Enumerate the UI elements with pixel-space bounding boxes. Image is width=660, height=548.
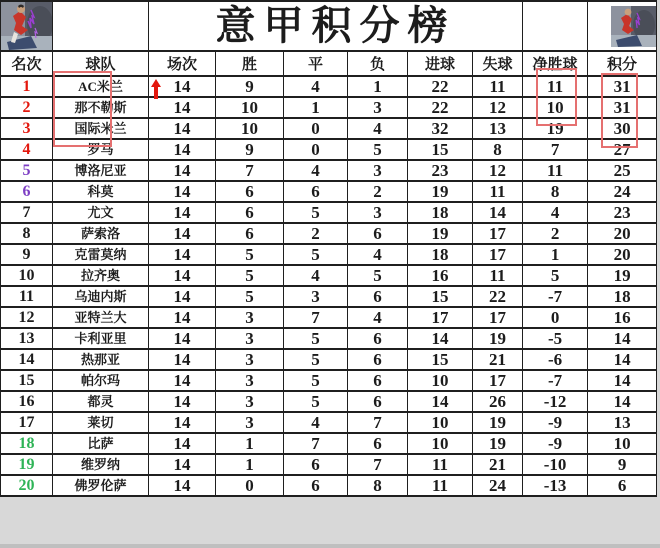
goals-against-cell: 17 [473,307,523,328]
draw-cell: 3 [284,286,348,307]
goal-diff-cell: -9 [523,433,588,454]
goals-for-cell: 18 [408,244,473,265]
win-cell: 6 [216,202,284,223]
team-cell: 热那亚 [53,349,149,370]
goal-diff-cell: 7 [523,139,588,160]
goal-diff-cell: 19 [523,118,588,139]
loss-cell: 7 [348,454,408,475]
points-cell: 25 [588,160,657,181]
points-cell: 31 [588,97,657,118]
played-cell: 14 [149,97,216,118]
table-row [1,202,657,223]
played-cell: 14 [149,370,216,391]
column-header: 名次 [1,51,53,76]
corner-artwork-left [1,1,53,51]
goals-against-cell: 12 [473,97,523,118]
rank-cell: 4 [1,139,53,160]
rank-cell: 18 [1,433,53,454]
table-row [1,265,657,286]
goals-for-cell: 32 [408,118,473,139]
column-header: 积分 [588,51,657,76]
goals-against-cell: 19 [473,433,523,454]
played-cell: 14 [149,433,216,454]
played-cell: 14 [149,349,216,370]
column-header-row [1,51,657,76]
team-cell: AC米兰 [53,76,149,97]
played-cell: 14 [149,139,216,160]
column-header: 失球 [473,51,523,76]
points-cell: 6 [588,475,657,496]
rank-cell: 17 [1,412,53,433]
win-cell: 6 [216,223,284,244]
draw-cell: 1 [284,97,348,118]
goal-diff-cell: -7 [523,286,588,307]
points-cell: 27 [588,139,657,160]
column-header: 球队 [53,51,149,76]
column-header: 平 [284,51,348,76]
loss-cell: 6 [348,328,408,349]
played-cell: 14 [149,76,216,97]
team-cell: 尤文 [53,202,149,223]
rank-cell: 10 [1,265,53,286]
goals-for-cell: 16 [408,265,473,286]
table-row [1,223,657,244]
rank-cell: 11 [1,286,53,307]
goal-diff-cell: 11 [523,76,588,97]
draw-cell: 4 [284,160,348,181]
team-cell: 那不勒斯 [53,97,149,118]
goals-for-cell: 15 [408,349,473,370]
table-row [1,97,657,118]
goals-against-cell: 11 [473,265,523,286]
loss-cell: 3 [348,202,408,223]
played-cell: 14 [149,454,216,475]
table-row [1,244,657,265]
goals-for-cell: 10 [408,412,473,433]
goal-diff-cell: 2 [523,223,588,244]
goals-for-cell: 22 [408,76,473,97]
played-cell: 14 [149,244,216,265]
goals-for-cell: 22 [408,97,473,118]
column-header: 胜 [216,51,284,76]
table-row [1,139,657,160]
loss-cell: 6 [348,223,408,244]
goals-for-cell: 10 [408,370,473,391]
goals-against-cell: 12 [473,160,523,181]
goal-diff-cell: 0 [523,307,588,328]
points-cell: 19 [588,265,657,286]
draw-cell: 4 [284,412,348,433]
win-cell: 5 [216,286,284,307]
draw-cell: 5 [284,391,348,412]
points-cell: 14 [588,391,657,412]
goals-against-cell: 14 [473,202,523,223]
loss-cell: 6 [348,391,408,412]
win-cell: 1 [216,454,284,475]
table-row [1,160,657,181]
draw-cell: 4 [284,76,348,97]
played-cell: 14 [149,391,216,412]
goal-diff-cell: -6 [523,349,588,370]
played-cell: 14 [149,475,216,496]
points-cell: 18 [588,286,657,307]
table-row [1,76,657,97]
team-cell: 亚特兰大 [53,307,149,328]
team-cell: 国际米兰 [53,118,149,139]
loss-cell: 6 [348,286,408,307]
points-cell: 14 [588,349,657,370]
goals-for-cell: 19 [408,223,473,244]
goals-for-cell: 15 [408,286,473,307]
goal-diff-cell: -5 [523,328,588,349]
win-cell: 5 [216,244,284,265]
loss-cell: 6 [348,349,408,370]
points-cell: 9 [588,454,657,475]
table-row [1,307,657,328]
draw-cell: 7 [284,433,348,454]
points-cell: 14 [588,328,657,349]
loss-cell: 2 [348,181,408,202]
table-row [1,349,657,370]
win-cell: 1 [216,433,284,454]
goal-diff-cell: -10 [523,454,588,475]
rank-cell: 19 [1,454,53,475]
table-row [1,433,657,454]
win-cell: 3 [216,370,284,391]
points-cell: 20 [588,244,657,265]
loss-cell: 7 [348,412,408,433]
goal-diff-cell: 8 [523,181,588,202]
team-cell: 莱切 [53,412,149,433]
loss-cell: 5 [348,139,408,160]
goals-for-cell: 14 [408,391,473,412]
rank-cell: 13 [1,328,53,349]
goals-against-cell: 11 [473,76,523,97]
goal-diff-cell: 10 [523,97,588,118]
page-title: 意甲积分榜 [149,1,523,51]
team-cell: 都灵 [53,391,149,412]
rank-cell: 14 [1,349,53,370]
table-row [1,370,657,391]
table-row [1,118,657,139]
loss-cell: 3 [348,160,408,181]
loss-cell: 4 [348,118,408,139]
draw-cell: 5 [284,349,348,370]
title-row [1,1,657,51]
win-cell: 6 [216,181,284,202]
rank-cell: 8 [1,223,53,244]
played-cell: 14 [149,118,216,139]
win-cell: 0 [216,475,284,496]
title-spacer-right [523,1,588,51]
rank-cell: 16 [1,391,53,412]
points-cell: 24 [588,181,657,202]
rank-cell: 15 [1,370,53,391]
team-cell: 比萨 [53,433,149,454]
team-cell: 维罗纳 [53,454,149,475]
goals-for-cell: 19 [408,181,473,202]
table-row [1,328,657,349]
goals-against-cell: 11 [473,181,523,202]
rank-cell: 5 [1,160,53,181]
team-cell: 克雷莫纳 [53,244,149,265]
played-cell: 14 [149,202,216,223]
played-cell: 14 [149,160,216,181]
points-cell: 16 [588,307,657,328]
team-cell: 帕尔玛 [53,370,149,391]
draw-cell: 5 [284,370,348,391]
goals-against-cell: 24 [473,475,523,496]
table-row [1,286,657,307]
table-tennis-artwork-left [1,2,53,50]
points-cell: 23 [588,202,657,223]
goals-for-cell: 11 [408,454,473,475]
team-cell: 博洛尼亚 [53,160,149,181]
goals-against-cell: 22 [473,286,523,307]
column-header: 负 [348,51,408,76]
win-cell: 9 [216,76,284,97]
goal-diff-cell: -13 [523,475,588,496]
goal-diff-cell: -12 [523,391,588,412]
loss-cell: 6 [348,433,408,454]
rank-cell: 7 [1,202,53,223]
draw-cell: 6 [284,475,348,496]
table-row [1,181,657,202]
draw-cell: 0 [284,118,348,139]
table-tennis-artwork-right [611,6,656,47]
goals-for-cell: 18 [408,202,473,223]
played-cell: 14 [149,265,216,286]
goal-diff-cell: 5 [523,265,588,286]
win-cell: 10 [216,118,284,139]
goals-against-cell: 21 [473,349,523,370]
rank-cell: 6 [1,181,53,202]
team-cell: 佛罗伦萨 [53,475,149,496]
goals-against-cell: 8 [473,139,523,160]
team-cell: 卡利亚里 [53,328,149,349]
goals-against-cell: 17 [473,244,523,265]
goals-against-cell: 13 [473,118,523,139]
table-row [1,475,657,496]
goals-against-cell: 21 [473,454,523,475]
points-cell: 31 [588,76,657,97]
win-cell: 3 [216,391,284,412]
rank-cell: 2 [1,97,53,118]
goals-for-cell: 15 [408,139,473,160]
column-header: 场次 [149,51,216,76]
points-cell: 13 [588,412,657,433]
goals-for-cell: 10 [408,433,473,454]
goals-for-cell: 23 [408,160,473,181]
draw-cell: 7 [284,307,348,328]
played-cell: 14 [149,328,216,349]
team-cell: 乌迪内斯 [53,286,149,307]
draw-cell: 5 [284,202,348,223]
table-row [1,454,657,475]
team-cell: 拉齐奥 [53,265,149,286]
rank-cell: 1 [1,76,53,97]
win-cell: 3 [216,349,284,370]
column-header: 进球 [408,51,473,76]
rank-cell: 12 [1,307,53,328]
goals-against-cell: 26 [473,391,523,412]
played-cell: 14 [149,412,216,433]
rank-cell: 20 [1,475,53,496]
draw-cell: 5 [284,244,348,265]
goals-against-cell: 17 [473,223,523,244]
goals-for-cell: 17 [408,307,473,328]
team-cell: 科莫 [53,181,149,202]
loss-cell: 5 [348,265,408,286]
draw-cell: 4 [284,265,348,286]
goals-for-cell: 11 [408,475,473,496]
rank-cell: 9 [1,244,53,265]
win-cell: 3 [216,412,284,433]
points-cell: 20 [588,223,657,244]
title-spacer-left [53,1,149,51]
played-cell: 14 [149,286,216,307]
win-cell: 3 [216,328,284,349]
win-cell: 10 [216,97,284,118]
win-cell: 3 [216,307,284,328]
win-cell: 5 [216,265,284,286]
loss-cell: 4 [348,307,408,328]
draw-cell: 2 [284,223,348,244]
team-cell: 罗马 [53,139,149,160]
win-cell: 7 [216,160,284,181]
loss-cell: 4 [348,244,408,265]
draw-cell: 6 [284,181,348,202]
played-cell: 14 [149,223,216,244]
draw-cell: 5 [284,328,348,349]
goals-against-cell: 19 [473,328,523,349]
goals-for-cell: 14 [408,328,473,349]
points-cell: 10 [588,433,657,454]
goal-diff-cell: -7 [523,370,588,391]
column-header: 净胜球 [523,51,588,76]
draw-cell: 6 [284,454,348,475]
loss-cell: 3 [348,97,408,118]
points-cell: 14 [588,370,657,391]
win-cell: 9 [216,139,284,160]
rank-cell: 3 [1,118,53,139]
team-cell: 萨索洛 [53,223,149,244]
goal-diff-cell: -9 [523,412,588,433]
played-cell: 14 [149,181,216,202]
goal-diff-cell: 11 [523,160,588,181]
corner-artwork-right [588,1,657,51]
loss-cell: 8 [348,475,408,496]
goals-against-cell: 19 [473,412,523,433]
goal-diff-cell: 4 [523,202,588,223]
goal-diff-cell: 1 [523,244,588,265]
draw-cell: 0 [284,139,348,160]
played-cell: 14 [149,307,216,328]
goals-against-cell: 17 [473,370,523,391]
points-cell: 30 [588,118,657,139]
table-row [1,391,657,412]
loss-cell: 6 [348,370,408,391]
table-row [1,412,657,433]
loss-cell: 1 [348,76,408,97]
